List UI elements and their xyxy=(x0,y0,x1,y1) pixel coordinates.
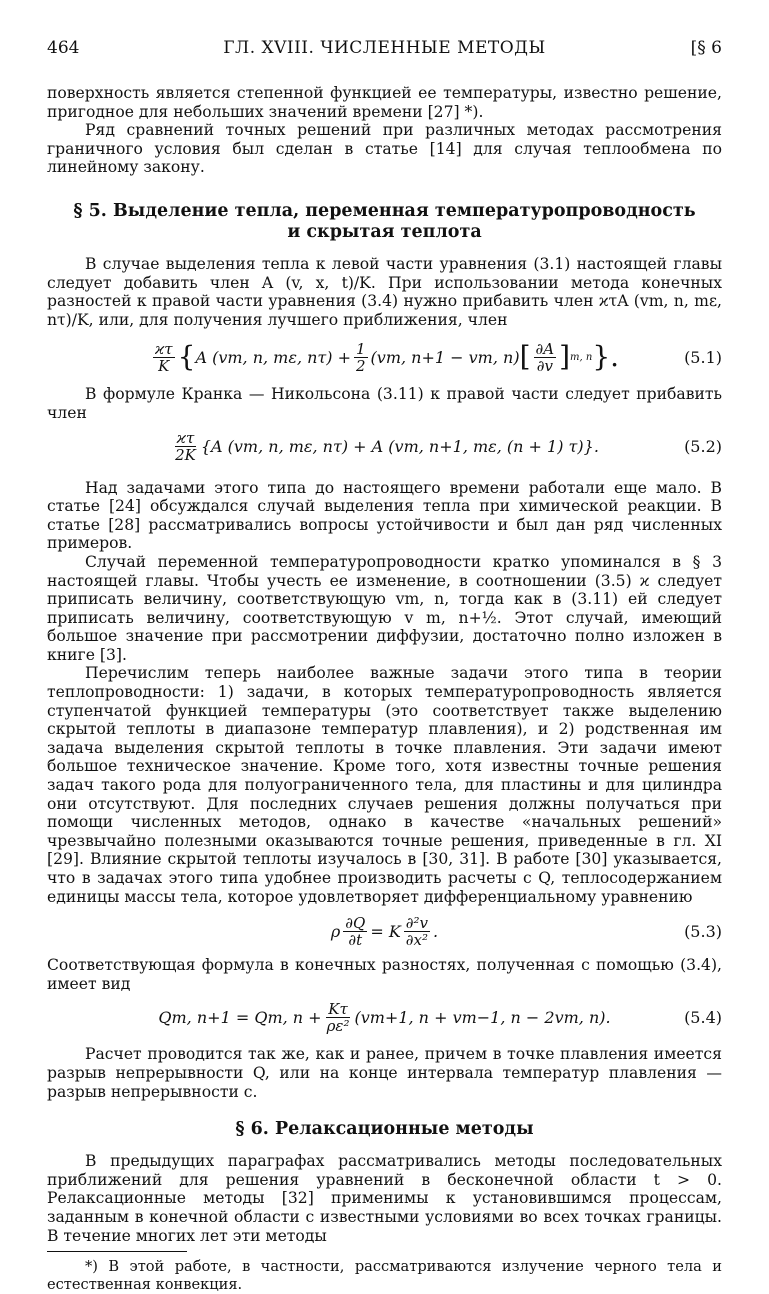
eq52-fraction: $\frac{ϰ\tau}{2K}$ xyxy=(175,429,196,465)
eq53-lhs-fraction: $\frac{\partial Q}{\partial t}$ xyxy=(345,913,366,949)
eq53-equals: = K xyxy=(370,921,401,941)
equation-number: (5.3) xyxy=(684,921,722,941)
section-5-title-line-1: § 5. Выделение тепла, переменная температуропроводность xyxy=(73,200,696,221)
paragraph-calculation: Расчет проводится так же, как и ранее, причем в точке плавления имеется разрыв непрерывности Q, или на конце интервала температур плавления — разрыв непрерывности c. xyxy=(47,1045,722,1101)
eq51-bracket-subscript: m, n xyxy=(570,351,593,363)
paragraph-crank-nicolson: В формуле Кранка — Никольсона (3.11) к правой части следует прибавить член xyxy=(47,385,722,422)
right-bracket: ] xyxy=(559,340,571,374)
eq53-rhs-fraction: $\frac{\text{∂²v}}{\text{∂x²}}$ xyxy=(405,913,429,949)
eq51-half: $\frac{1}{2}$ xyxy=(356,339,366,375)
equation-number: (5.2) xyxy=(684,437,722,457)
footnote: *) В этой работе, в частности, рассматриваются излучение черного тела и естественная конвекция. xyxy=(47,1258,722,1294)
eq51-term-b: (vm, n+1 − vm, n) xyxy=(370,347,520,367)
equation-5-2 xyxy=(47,423,722,471)
equation-5-4 xyxy=(47,993,722,1041)
eq51-derivative: $\frac{\partial A}{\partial v}$ xyxy=(535,339,555,375)
running-header xyxy=(47,38,722,62)
section-6-title: § 6. Релаксационные методы xyxy=(235,1119,534,1140)
right-brace: }. xyxy=(592,340,620,374)
eq51-fraction: $\frac{ϰ\tau}{K}$ xyxy=(154,339,173,375)
equation-5-3: ρ $\frac{\partial Q}{\partial t}$ = K $\frac{\text{∂²v}}{\text{∂x²}}$ . (5.3) xyxy=(330,913,722,949)
eq51-term-a: A (vm, n, mε, nτ) + xyxy=(195,347,351,367)
section-5-title-line-2: и скрытая теплота xyxy=(287,221,482,242)
paragraph-heat-source: В случае выделения тепла к левой части уравнения (3.1) настоящей главы следует добавить член A (v, x, t)/K. При использовании метода конечных разностей к правой части уравнения (3.4) нужно прибавить член ϰτA (vm, n, mε, nτ)/K, или, для получения лучшего приближения, член xyxy=(47,254,722,329)
paragraph-finite-difference: Соответствующая формула в конечных разностях, полученная с помощью (3.4), имеет вид xyxy=(47,956,722,993)
paragraph-continued: поверхность является степенной функцией ее температуры, известно решение, пригодное для небольших значений времени [27] *). xyxy=(47,84,722,121)
paragraph-variable-diffusivity: Случай переменной температуропроводности кратко упоминался в § 3 настоящей главы. Чтобы учесть ее изменение, в соотношении (3.5) ϰ следует приписать величину, соответствующую vm, n, тогда как в (3.11) ей следует приписать величину, соответствующую v m, n+½. Этот случай, имеющий большое значение при рассмотрении диффузии, достаточно полно изложен в книге [3]. xyxy=(47,552,722,664)
paragraph-little-work: Над задачами этого типа до настоящего времени работали еще мало. В статье [24] обсуждался случай выделения тепла при химической реакции. В статье [28] рассматривались вопросы устойчивости и был дан ряд численных примеров. xyxy=(47,478,722,553)
page-number: 464 xyxy=(47,38,80,58)
paragraph-comparisons: Ряд сравнений точных решений при различных методах рассмотрения граничного условия был сделан в статье [14] для случая теплообмена по линейному закону. xyxy=(47,121,722,177)
paragraph-relaxation: В предыдущих параграфах рассматривались методы последовательных приближений для решения уравнений в бесконечной области t > 0. Релаксационные методы [32] применимы к установившимся процессам, заданным в конечной области с известными условиями во всех точках границы. В течение многих лет эти методы xyxy=(47,1152,722,1245)
footnote-rule xyxy=(47,1251,187,1252)
eq52-body: {A (vm, n, mε, nτ) + A (vm, n+1, mε, (n + 1) τ)}. xyxy=(200,437,599,457)
equation-number: (5.1) xyxy=(684,347,722,367)
running-title: ГЛ. XVIII. ЧИСЛЕННЫЕ МЕТОДЫ xyxy=(223,38,546,58)
book-page xyxy=(47,38,722,1294)
section-mark: [§ 6 xyxy=(690,38,722,58)
eq53-density: ρ xyxy=(330,921,341,941)
left-bracket: [ xyxy=(519,340,531,374)
left-brace: { xyxy=(177,340,196,374)
eq54-lhs: Qm, n+1 = Qm, n + xyxy=(158,1007,322,1027)
equation-5-1 xyxy=(47,329,722,385)
eq54-fraction: $\frac{K\tau}{\text{ρε²}}$ xyxy=(326,999,350,1035)
equation-number: (5.4) xyxy=(684,1007,722,1027)
eq54-body: (vm+1, n + vm−1, n − 2vm, n). xyxy=(354,1007,611,1027)
paragraph-important-problems: Перечислим теперь наиболее важные задачи этого типа в теории теплопроводности: 1) задачи, в которых температуропроводность является ступенчатой функцией температуры (это соответствует также выделению скрытой теплоты в диапазоне температур плавления), и 2) родственная им задача выделения скрытой теплоты в точке плавления. Эти задачи имеют большое техническое значение. Кроме того, хотя известны точные решения задач такого рода для полуограниченного тела, для пластины и для цилиндра они отсутствуют. Для последних случаев решения должны получаться при помощи численных методов, однако в качестве «начальных решений» чрезвычайно полезными оказываются точные решения, приведенные в гл. XI [29]. Влияние скрытой теплоты изучалось в [30, 31]. В работе [30] указывается, что в задачах этого типа удобнее производить расчеты с Q, теплосодержанием единицы массы тела, которое удовлетворяет дифференциальному уравнению xyxy=(47,664,722,906)
